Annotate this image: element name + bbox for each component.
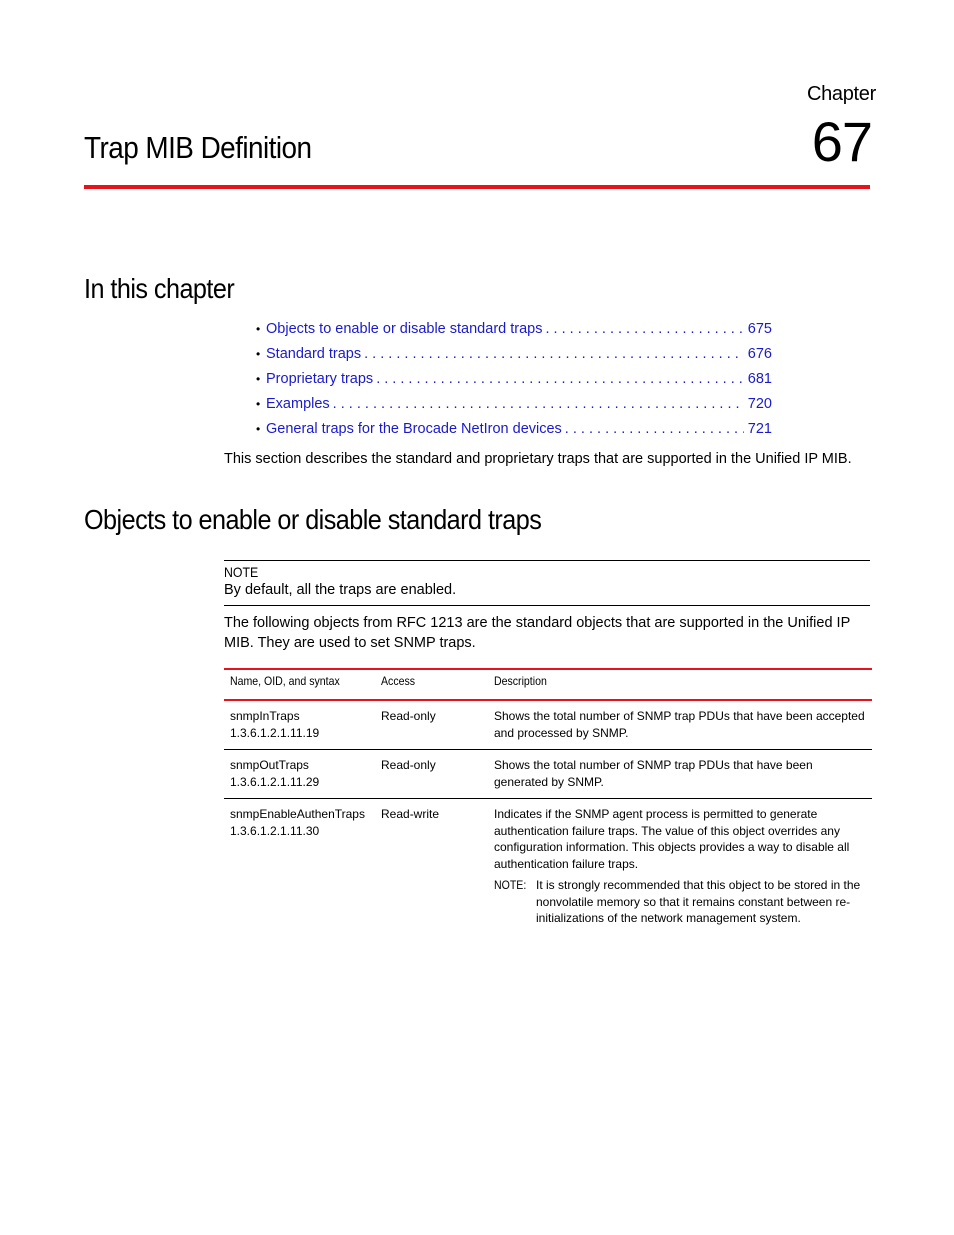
- bullet-icon: •: [256, 372, 261, 386]
- name-oid-cell: [224, 700, 375, 750]
- body-paragraph: The following objects from RFC 1213 are the standard objects that are supported in the Unified IP MIB. They are used to set SNMP traps.: [224, 615, 850, 651]
- toc-item[interactable]: [256, 346, 772, 371]
- bullet-icon: •: [256, 322, 261, 336]
- mib-objects-table: [224, 668, 872, 935]
- toc-item-label[interactable]: Standard traps: [266, 346, 362, 362]
- object-oid: 1.3.6.1.2.1.11.30: [230, 823, 320, 838]
- section-heading: Objects to enable or disable standard traps: [84, 504, 542, 535]
- object-name: snmpOutTraps: [230, 758, 309, 772]
- inline-note-label: NOTE:: [494, 878, 527, 892]
- toc-item-label[interactable]: Examples: [266, 396, 330, 412]
- table-row: [224, 799, 872, 935]
- toc-item-page[interactable]: 681: [747, 371, 772, 387]
- access-cell: Read-write: [381, 807, 440, 821]
- note-text: By default, all the traps are enabled.: [224, 582, 457, 598]
- object-oid: 1.3.6.1.2.1.11.19: [230, 725, 320, 740]
- table-row: [224, 700, 872, 750]
- note-box: [224, 560, 870, 606]
- access-cell: Read-only: [375, 700, 488, 750]
- intro-text: This section describes the standard and proprietary traps that are supported in the Unified IP MIB.: [224, 451, 852, 467]
- toc-item[interactable]: [256, 321, 772, 346]
- toc-item-page[interactable]: 721: [747, 421, 772, 437]
- toc-link[interactable]: [266, 396, 772, 412]
- title-rule: [84, 185, 870, 189]
- toc-leader-dots: [373, 371, 744, 387]
- description-cell: Shows the total number of SNMP trap PDUs that have been accepted and processed by SNMP.: [488, 700, 872, 750]
- chapter-toc: [256, 321, 772, 446]
- toc-item[interactable]: [256, 396, 772, 421]
- toc-item-label[interactable]: General traps for the Brocade NetIron devices: [266, 421, 562, 437]
- toc-link[interactable]: [266, 371, 772, 387]
- column-header-access: Access: [375, 669, 488, 700]
- note-label: NOTE: [224, 564, 259, 580]
- description-cell: [488, 799, 872, 935]
- chapter-label: Chapter: [806, 83, 876, 105]
- table-row: [224, 750, 872, 799]
- toc-link[interactable]: [266, 321, 772, 337]
- table-header-row: [224, 669, 872, 700]
- toc-link[interactable]: [266, 346, 772, 362]
- object-oid: 1.3.6.1.2.1.11.29: [230, 774, 320, 789]
- object-name: snmpInTraps: [230, 709, 300, 723]
- toc-leader-dots: [361, 346, 744, 362]
- access-cell: Read-only: [375, 750, 488, 799]
- name-oid-cell: [224, 799, 375, 935]
- toc-item-page[interactable]: 720: [747, 396, 772, 412]
- description-cell: Shows the total number of SNMP trap PDUs that have been generated by SNMP.: [488, 750, 872, 799]
- toc-item[interactable]: [256, 421, 772, 446]
- object-name: snmpEnableAuthenTraps: [230, 807, 365, 821]
- toc-link[interactable]: [266, 421, 772, 437]
- toc-item-page[interactable]: 675: [747, 321, 772, 337]
- description-text: Indicates if the SNMP agent process is permitted to generate authentication failure traps. The value of this object overrides any configuration information. This objects provides a way to disable all authentication failure traps.: [494, 807, 850, 871]
- inline-note-text: It is strongly recommended that this object to be stored in the nonvolatile memory so that it remains constant between re-initializations of the network management system.: [536, 878, 861, 925]
- bullet-icon: •: [256, 347, 261, 361]
- toc-item-label[interactable]: Proprietary traps: [266, 371, 374, 387]
- bullet-icon: •: [256, 422, 261, 436]
- toc-item[interactable]: [256, 371, 772, 396]
- toc-leader-dots: [330, 396, 744, 412]
- toc-leader-dots: [562, 421, 744, 437]
- bullet-icon: •: [256, 397, 261, 411]
- name-oid-cell: [224, 750, 375, 799]
- toc-item-label[interactable]: Objects to enable or disable standard traps: [266, 321, 543, 337]
- chapter-number: 67: [811, 110, 872, 173]
- column-header-description: Description: [488, 669, 872, 700]
- in-this-chapter-heading: In this chapter: [84, 273, 235, 304]
- page-title: Trap MIB Definition: [84, 130, 312, 165]
- toc-item-page[interactable]: 676: [747, 346, 772, 362]
- toc-leader-dots: [542, 321, 744, 337]
- column-header-name: Name, OID, and syntax: [224, 669, 375, 700]
- inline-note: [494, 877, 866, 927]
